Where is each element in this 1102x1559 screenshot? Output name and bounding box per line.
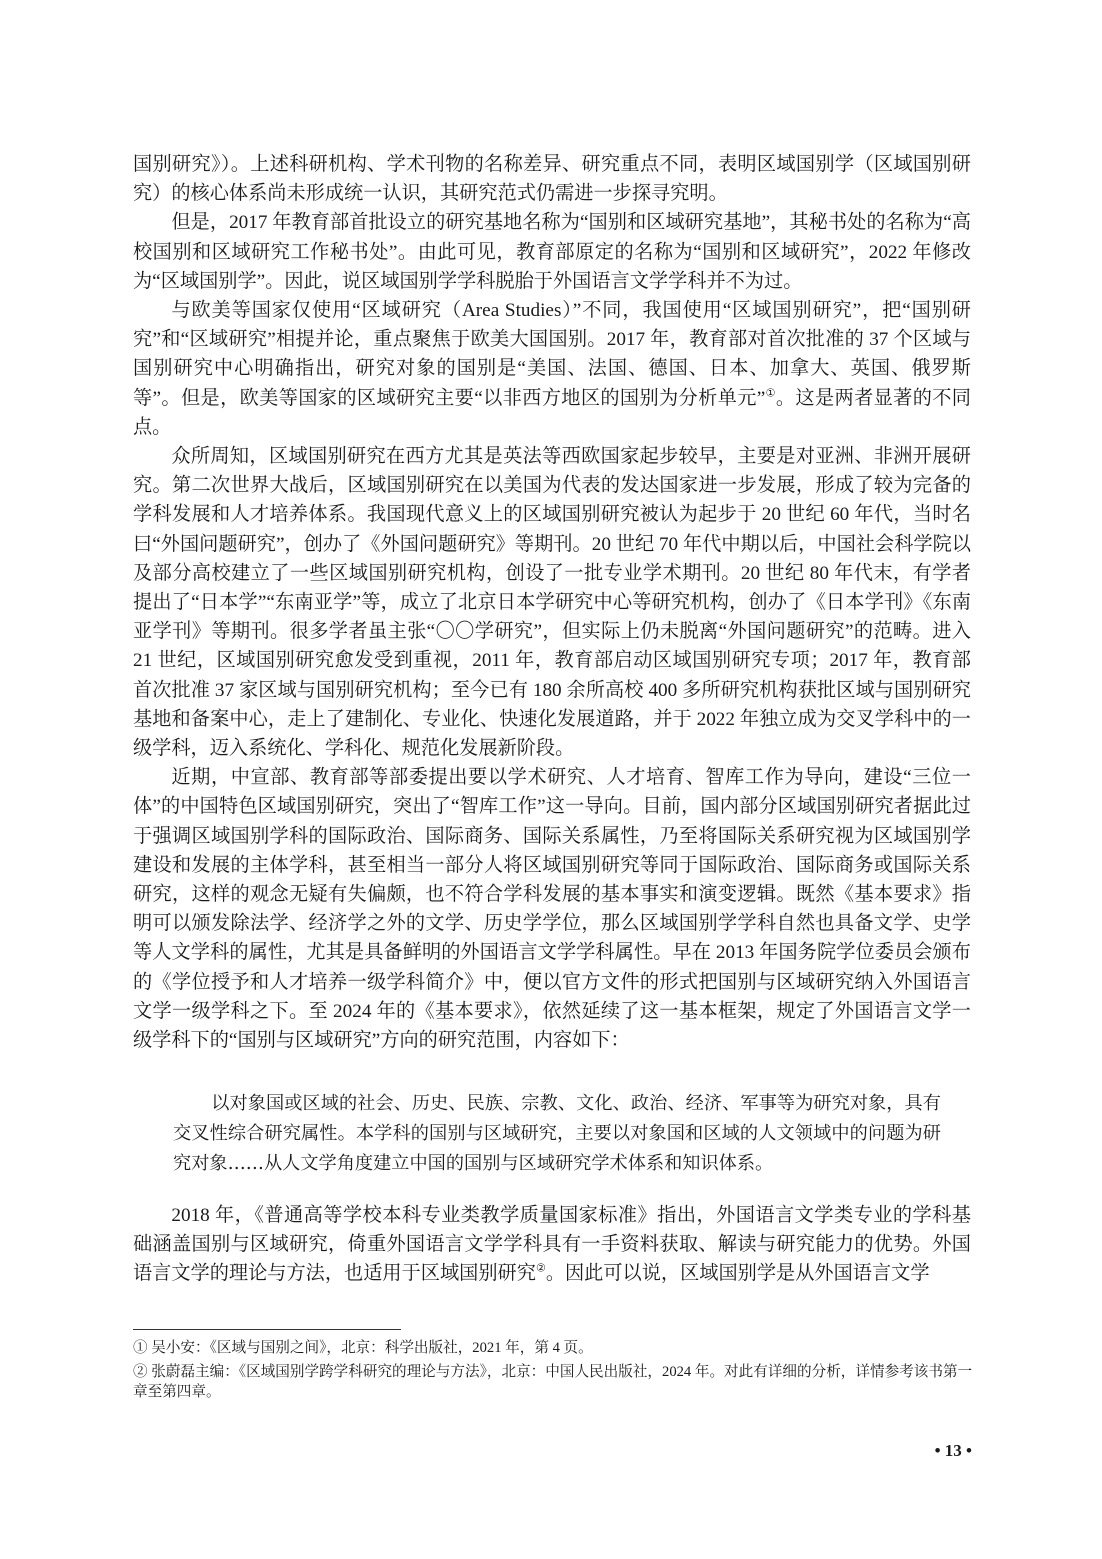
paragraph: 近期，中宣部、教育部等部委提出要以学术研究、人才培育、智库工作为导向，建设“三位一体”的中国特色区域国别研究，突出了“智库工作”这一导向。目前，国内部分区域国别研究者据此过于强调区域国别学科的国际政治、国际商务、国际关系属性，乃至将国际关系研究视为区域国别学建设和发展的主体学科，甚至相当一部分人将区域国别研究等同于国际政治、国际商务或国际关系研究，这样的观念无疑有失偏颇，也不符合学科发展的基本事实和演变逻辑。既然《基本要求》指明可以颁发除法学、经济学之外的文学、历史学学位，那么区域国别学学科自然也具备文学、史学等人文学科的属性，尤其是具备鲜明的外国语言文学学科属性。早在 2013 年国务院学位委员会颁布的《学位授予和人才培养一级学科简介》中，便以官方文件的形式把国别与区域研究纳入外国语言文学一级学科之下。至 2024 年的《基本要求》，依然延续了这一基本框架，规定了外国语言文学一级学科下的“国别与区域研究”方向的研究范围，内容如下： <box>133 767 971 1052</box>
block-quote-text: 以对象国或区域的社会、历史、民族、宗教、文化、政治、经济、军事等为研究对象，具有交叉性综合研究属性。本学科的国别与区域研究，主要以对象国和区域的人文领域中的问题为研究对象……从人文学角度建立中国的国别与区域研究学术体系和知识体系。 <box>173 1093 941 1174</box>
block-quote <box>173 1089 941 1179</box>
paragraph: 但是，2017 年教育部首批设立的研究基地名称为“国别和区域研究基地”，其秘书处的名称为“高校国别和区域研究工作秘书处”。由此可见，教育部原定的名称为“国别和区域研究”，2022 年修改为“区域国别学”。因此，说区域国别学学科脱胎于外国语言文学学科并不为过。 <box>133 212 971 292</box>
footnote-divider <box>133 1329 401 1330</box>
paragraph <box>133 1201 971 1289</box>
footnote: ② 张蔚磊主编：《区域国别学跨学科研究的理论与方法》，北京：中国人民出版社，2024 年。对此有详细的分析，详情参考该书第一章至第四章。 <box>133 1364 973 1400</box>
paragraph-text: 。这是两者显著的不同点。 <box>133 387 971 438</box>
footnotes <box>133 1338 973 1406</box>
footnote-reference[interactable]: ① <box>765 387 776 400</box>
page-number: • 13 • <box>934 1441 972 1460</box>
paragraph-text: 2018 年，《普通高等学校本科专业类教学质量国家标准》指出，外国语言文学类专业的学科基础涵盖国别与区域研究，倚重外国语言文学学科具有一手资料获取、解读与研究能力的优势。外国语言文学的理论与方法，也适用于区域国别研究 <box>133 1205 971 1285</box>
footnote: ① 吴小安：《区域与国别之间》，北京：科学出版社，2021 年，第 4 页。 <box>133 1340 593 1356</box>
paragraph: 众所周知，区域国别研究在西方尤其是英法等西欧国家起步较早，主要是对亚洲、非洲开展研究。第二次世界大战后，区域国别研究在以美国为代表的发达国家进一步发展，形成了较为完备的学科发展和人才培养体系。我国现代意义上的区域国别研究被认为起步于 20 世纪 60 年代，当时名曰“外国问题研究”，创办了《外国问题研究》等期刊。20 世纪 70 年代中期以后，中国社会科学院以及部分高校建立了一些区域国别研究机构，创设了一批专业学术期刊。20 世纪 80 年代末，有学者提出了“日本学”“东南亚学”等，成立了北京日本学研究中心等研究机构，创办了《日本学刊》《东南亚学刊》等期刊。很多学者虽主张“〇〇学研究”，但实际上仍未脱离“外国问题研究”的范畴。进入 21 世纪，区域国别研究愈发受到重视，2011 年，教育部启动区域国别研究专项；2017 年，教育部首次批准 37 家区域与国别研究机构；至今已有 180 余所高校 400 多所研究机构获批区域与国别研究基地和备案中心，走上了建制化、专业化、快速化发展道路，并于 2022 年独立成为交叉学科中的一级学科，迈入系统化、学科化、规范化发展新阶段。 <box>133 446 971 760</box>
footnote-reference[interactable]: ② <box>535 1263 546 1276</box>
main-text <box>133 150 971 1055</box>
main-text-continued <box>133 1201 971 1289</box>
paragraph-text: 。因此可以说，区域国别学是从外国语言文学 <box>545 1263 930 1285</box>
paragraph <box>133 296 971 442</box>
paragraph-continued: 国别研究》）。上述科研机构、学术刊物的名称差异、研究重点不同，表明区域国别学（区域国别研究）的核心体系尚未形成统一认识，其研究范式仍需进一步探寻究明。 <box>133 154 971 205</box>
paragraph-text: 与欧美等国家仅使用“区域研究（Area Studies）”不同，我国使用“区域国别研究”，把“国别研究”和“区域研究”相提并论，重点聚焦于欧美大国国别。2017 年，教育部对首次批准的 37 个区域与国别研究中心明确指出，研究对象的国别是“美国、法国、德国、日本、加拿大、英国、俄罗斯等”。但是，欧美等国家的区域研究主要“以非西方地区的国别为分析单元” <box>133 300 971 409</box>
